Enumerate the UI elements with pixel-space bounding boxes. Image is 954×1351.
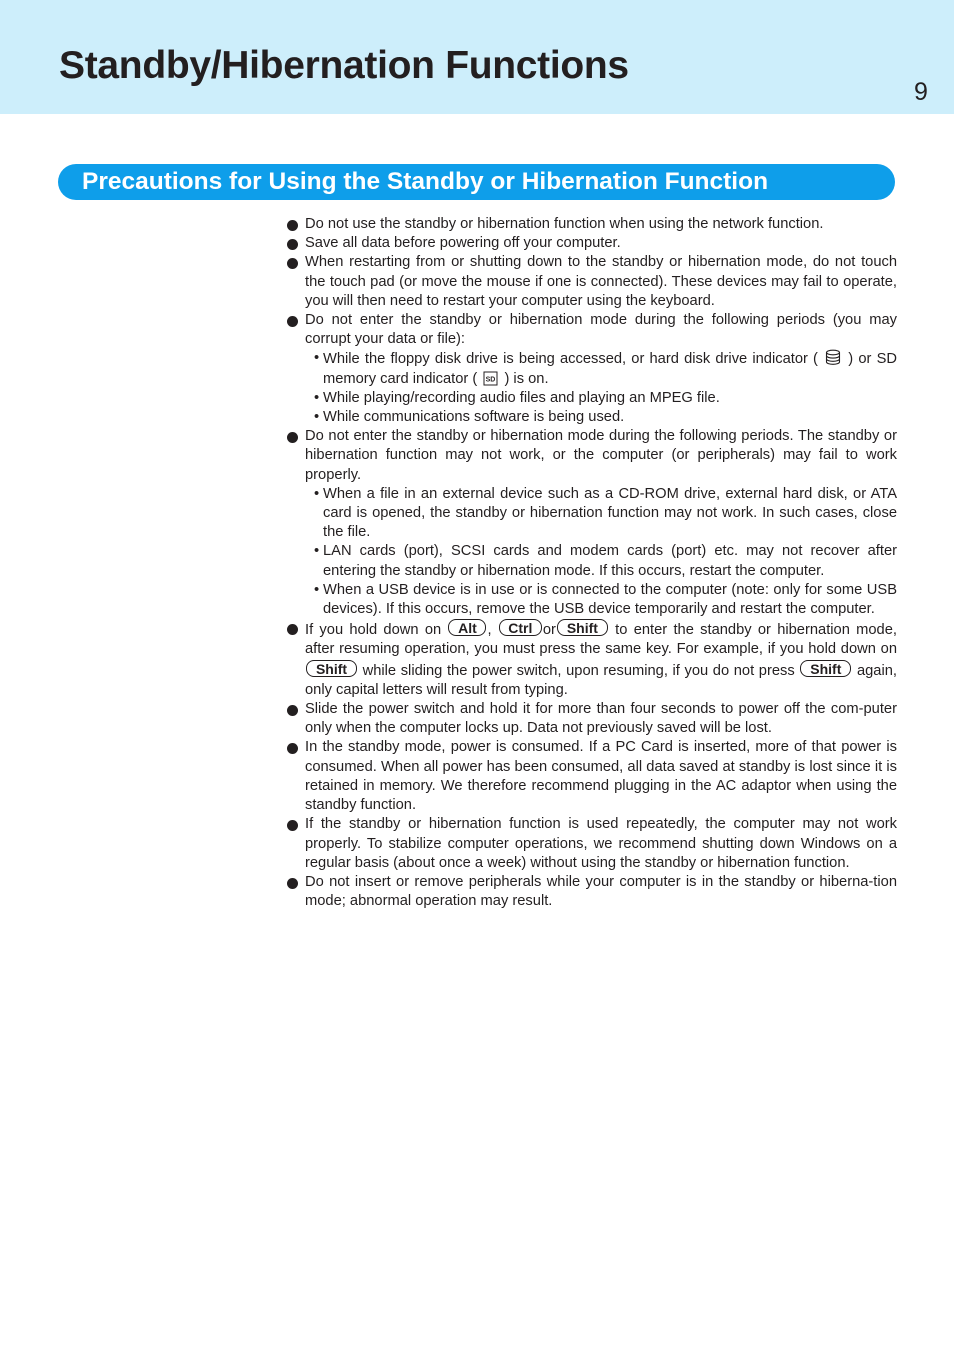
list-item bbox=[287, 738, 897, 815]
page-number: 9 bbox=[914, 78, 928, 106]
sub-item-text: When a USB device is in use or is connected to the computer (note: only for some USB devices). If this occurs, remove the USB device temporarily and restart the computer. bbox=[323, 581, 897, 618]
bullet-icon bbox=[287, 878, 298, 889]
list-item bbox=[287, 873, 897, 911]
sd-card-indicator-icon bbox=[483, 371, 498, 386]
shift-key-icon: Shift bbox=[800, 660, 851, 677]
separator-text: , bbox=[487, 622, 492, 639]
sub-list-item bbox=[314, 485, 897, 543]
bullet-text: In the standby mode, power is consumed. If a PC Card is inserted, more of that power is consumed. When all power has been consumed, all data saved at standby is lost since it is retained in memory. We therefore recommend plugging in the AC adaptor when using the standby function. bbox=[305, 739, 897, 814]
sub-item-text: While communications software is being used. bbox=[323, 409, 625, 426]
separator-text: or bbox=[542, 622, 556, 639]
bullet-icon bbox=[287, 316, 298, 327]
bullet-text: Do not insert or remove peripherals while your computer is in the standby or hiberna-tion mode; abnormal operation may result. bbox=[305, 873, 897, 910]
shift-key-icon: Shift bbox=[557, 619, 608, 636]
bullet-icon bbox=[287, 624, 298, 635]
sub-list-item bbox=[314, 389, 897, 408]
sub-list-item bbox=[314, 408, 897, 427]
bullet-text: Slide the power switch and hold it for more than four seconds to power off the com-puter only when the computer locks up. Data not previously saved will be lost. bbox=[305, 701, 897, 737]
list-item bbox=[287, 700, 897, 738]
sub-item-text: ) is on. bbox=[504, 370, 549, 387]
bullet-text: again, only capital letters will result from typing. bbox=[305, 662, 897, 698]
bullet-text: Save all data before powering off your computer. bbox=[305, 235, 621, 252]
sub-item-text: When a file in an external device such as a CD-ROM drive, external hard disk, or ATA card is opened, the standby or hibernation function may not work. In such cases, close the file. bbox=[323, 485, 897, 541]
bullet-icon bbox=[287, 239, 298, 250]
section-heading-bar bbox=[58, 164, 895, 200]
sub-item-text: LAN cards (port), SCSI cards and modem cards (port) etc. may not recover after entering the standby or hibernation mode. If this occurs, restart the computer. bbox=[323, 543, 897, 579]
precautions-list bbox=[287, 215, 897, 911]
sub-item-text: ) or SD memory card indicator ( bbox=[323, 351, 897, 387]
list-item bbox=[287, 215, 897, 234]
precautions-content bbox=[287, 215, 897, 911]
bullet-icon bbox=[287, 743, 298, 754]
sub-list-item bbox=[314, 349, 897, 388]
sub-list bbox=[305, 485, 897, 619]
bullet-icon bbox=[287, 705, 298, 716]
bullet-icon bbox=[287, 220, 298, 231]
section-title: Precautions for Using the Standby or Hibernation Function bbox=[82, 168, 769, 195]
sub-list-item bbox=[314, 542, 897, 580]
bullet-icon bbox=[287, 258, 298, 269]
bullet-text: Do not enter the standby or hibernation mode during the following periods. The standby or hibernation function may not work, or the computer (or peripherals) may fail to work properly. bbox=[305, 428, 897, 483]
bullet-icon bbox=[287, 432, 298, 443]
bullet-text: When restarting from or shutting down to the standby or hibernation mode, do not touch the touch pad (or move the mouse if one is connected). These devices may fail to operate, you will then need to restart your computer using the keyboard. bbox=[305, 254, 897, 309]
sd-card-label: SD bbox=[485, 376, 496, 384]
alt-key-icon: Alt bbox=[448, 619, 486, 636]
sub-item-text: While the floppy disk drive is being accessed, or hard disk drive indicator ( bbox=[323, 351, 818, 368]
sub-item-text: While playing/recording audio files and playing an MPEG file. bbox=[323, 389, 720, 406]
list-item bbox=[287, 427, 897, 619]
list-item bbox=[287, 619, 897, 700]
bullet-text: while sliding the power switch, upon resuming, if you do not press bbox=[362, 662, 795, 679]
list-item bbox=[287, 234, 897, 253]
bullet-icon bbox=[287, 820, 298, 831]
sub-list-item bbox=[314, 581, 897, 619]
hard-disk-indicator-icon bbox=[825, 349, 841, 366]
list-item bbox=[287, 815, 897, 873]
bullet-text: Do not use the standby or hibernation function when using the network function. bbox=[305, 216, 824, 232]
bullet-text: If you hold down on bbox=[305, 622, 442, 639]
page-title: Standby/Hibernation Functions bbox=[59, 44, 629, 87]
bullet-text: to enter the standby or hibernation mode, after resuming operation, you must press the same key. For example, if you hold down on bbox=[305, 622, 897, 658]
list-item bbox=[287, 311, 897, 427]
bullet-text: Do not enter the standby or hibernation mode during the following periods (you may corrupt your data or file): bbox=[305, 312, 897, 348]
list-item bbox=[287, 253, 897, 311]
shift-key-icon: Shift bbox=[306, 660, 357, 677]
sub-list bbox=[305, 349, 897, 427]
bullet-text: If the standby or hibernation function is used repeatedly, the computer may not work properly. To stabilize computer operations, we recommend shutting down Windows on a regular basis (about once a week) without using the standby or hibernation function. bbox=[305, 816, 897, 871]
ctrl-key-icon: Ctrl bbox=[499, 619, 542, 636]
